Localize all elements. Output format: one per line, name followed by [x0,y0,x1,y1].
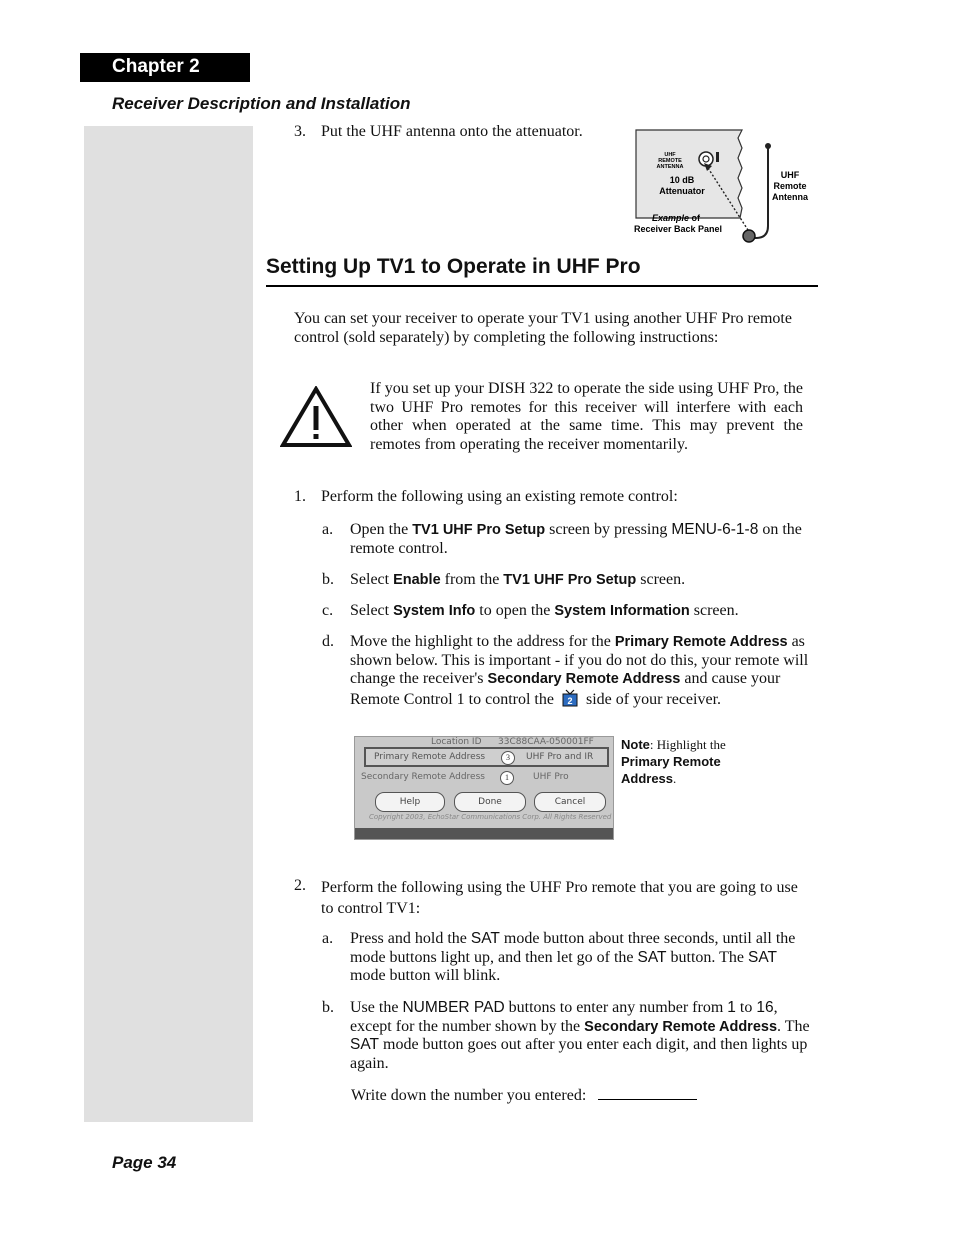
section-subheading: Receiver Description and Installation [112,94,411,113]
step-2a: Press and hold the SAT mode button about three seconds, until all the mode buttons light up, and then let go of the SAT button. The SAT mode button will blink. [350,930,796,984]
done-button[interactable]: Done [454,792,526,812]
warning-icon [280,386,352,448]
screen-bottom-bar [355,828,613,839]
blank-line [598,1085,697,1100]
primary-remote-row[interactable] [364,747,609,767]
chapter-tab: Chapter 2 [80,53,250,82]
attenuator-figure [628,126,818,246]
antenna-label-1: UHF [780,170,800,180]
help-button[interactable]: Help [375,792,445,812]
step-2-number: 2. [294,877,306,894]
step-text: Perform the following using an existing remote control: [321,488,678,505]
connector-inner-icon [703,156,709,162]
step-2b-letter: b. [322,999,334,1016]
step-1c-letter: c. [322,602,334,619]
secondary-remote-row[interactable] [361,770,609,786]
primary-remote-number: 3 [501,751,515,765]
primary-remote-label: Primary Remote Address [374,752,486,762]
copyright-text: Copyright 2003, EchoStar Communications Corp. All Rights Reserved [369,813,612,821]
secondary-remote-number: 1 [500,771,514,785]
primary-remote-mode: UHF Pro and IR [526,752,594,762]
attenuator-label-1: 10 dB [669,175,695,185]
step-text: Put the UHF antenna onto the attenuator. [321,123,583,140]
figure-caption-1: Example of [651,213,701,223]
step-number: 1. [294,488,306,505]
step-2-text: Perform the following using the UHF Pro remote that you are going to use to control TV1: [321,879,798,917]
warning-text: If you set up your DISH 322 to operate the side using UHF Pro, the two UHF Pro remotes for this receiver will interfere with each other when operated at the same time. This may prevent the remotes from operating the receiver momentarily. [370,380,803,453]
system-info-screenshot [354,736,614,840]
secondary-remote-label: Secondary Remote Address [361,772,485,782]
uhf-label-2: REMOTE [658,158,682,164]
uhf-label-1: UHF [664,152,676,158]
receiver-back-panel [636,130,742,218]
step-1b: Select Enable from the TV1 UHF Pro Setup screen. [350,571,686,588]
note: Note: Highlight the Primary Remote Address. [621,737,726,786]
left-margin-bar [84,126,253,1122]
section-title: Setting Up TV1 to Operate in UHF Pro [266,255,818,287]
step-1 [294,488,678,507]
cancel-button[interactable]: Cancel [534,792,606,812]
step-3 [294,123,583,142]
step-1d-letter: d. [322,633,334,650]
antenna-label-3: Antenna [772,192,808,202]
antenna-connector-icon [743,230,755,242]
ground-icon [716,152,719,162]
location-id-label: Location ID [431,737,482,747]
step-number: 3. [294,123,306,140]
secondary-remote-mode: UHF Pro [533,772,569,782]
step-1d: Move the highlight to the address for the Primary Remote Address as shown below. This is important - if you do not do this, your remote will change the receiver's Secondary Remote Address and cause your Remote Control 1 to control the 2 side of your receiver. [350,633,809,708]
step-2b: Use the NUMBER PAD buttons to enter any number from 1 to 16, except for the number shown by the Secondary Remote Address. The SAT mode button goes out after you enter each digit, and then lights up again. [350,999,810,1072]
attenuator-label-2: Attenuator [659,186,705,196]
figure-caption-2: Receiver Back Panel [633,224,723,234]
step-1b-letter: b. [322,571,334,588]
uhf-label-3: ANTENNA [656,164,684,170]
step-1a-letter: a. [322,521,334,538]
antenna-label-2: Remote [773,181,807,191]
antenna-tip-icon [765,143,771,149]
page-number: Page 34 [112,1153,177,1172]
write-down-line: Write down the number you entered: [351,1085,697,1106]
location-id-value: 33C88CAA-050001FF [498,737,594,747]
intro-paragraph: You can set your receiver to operate your TV1 using another UHF Pro remote control (sold separately) by completing the following instructions: [294,310,792,346]
tv-icon [562,689,578,707]
step-2a-letter: a. [322,930,334,947]
step-1c: Select System Info to open the System Information screen. [350,602,739,619]
step-1a: Open the TV1 UHF Pro Setup screen by pressing MENU-6-1-8 on the remote control. [350,521,802,557]
svg-text:2: 2 [567,695,573,706]
